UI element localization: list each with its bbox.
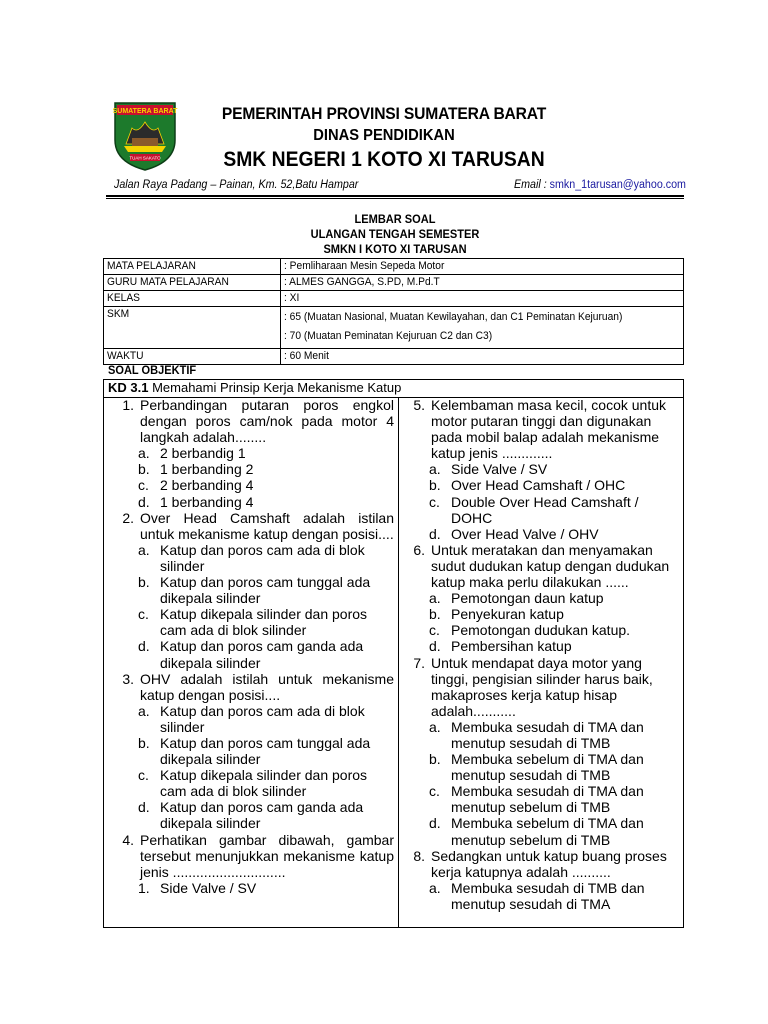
option[interactable]: a. Katup dan poros cam ada di blok silinder [138,702,365,735]
info-label: WAKTU [104,349,281,365]
header-school-name: SMK NEGERI 1 KOTO XI TARUSAN [223,148,545,171]
header-department: DINAS PENDIDIKAN [313,127,455,144]
option[interactable]: c. Double Over Head Camshaft / DOHC [429,493,639,526]
option[interactable]: d. Membuka sebelum di TMA dan menutup sebelum di TMB [429,815,644,848]
option[interactable]: 1. Side Valve / SV [138,879,257,896]
option[interactable]: a. Pemotongan daun katup [429,590,604,607]
info-value: : 65 (Muatan Nasional, Muatan Kewilayahan, dan C1 Peminatan Kejuruan) : 70 (Muatan Peminatan Kejuruan C2 dan C3) [281,307,684,349]
info-label: GURU MATA PELAJARAN [104,275,281,291]
header-divider [106,195,684,197]
questions-right-column [403,397,679,912]
question-5: 5. Kelembaman masa kecil, cocok untuk motor putaran tinggi dan digunakan pada mobil balap adalah mekanisme katup jenis ............. [413,397,666,462]
option[interactable]: d. Katup dan poros cam ganda ada dikepala silinder [138,638,364,671]
option[interactable]: c. Pemotongan dudukan katup. [429,622,631,639]
option[interactable]: b. Over Head Camshaft / OHC [429,477,626,494]
kd-code: KD 3.1 [108,380,149,395]
school-address: Jalan Raya Padang – Painan, Km. 52,Batu Hampar [114,179,359,191]
option[interactable]: b. Membuka sebelum di TMA dan menutup sesudah di TMB [429,751,644,784]
info-value: : ALMES GANGGA, S.PD, M.Pd.T [281,275,684,291]
email-link[interactable]: smkn_1tarusan@yahoo.com [549,179,686,191]
question-3: 3. OHV adalah istilah untuk mekanisme katup dengan posisi.... [122,670,394,703]
option[interactable]: c. Katup dikepala silinder dan poros cam ada di blok silinder [138,767,368,800]
info-value: : XI [281,291,684,307]
option[interactable]: c. 2 berbanding 4 [138,477,254,494]
option[interactable]: c. Membuka sesudah di TMA dan menutup sebelum di TMB [429,783,644,816]
option[interactable]: d. Pembersihan katup [429,638,572,655]
info-row-class [104,291,684,307]
school-email [514,179,686,191]
doc-school: SMKN I KOTO XI TARUSAN [323,242,467,256]
option[interactable]: a. Membuka sesudah di TMB dan menutup sesudah di TMA [429,879,645,912]
option[interactable]: b. Katup dan poros cam tunggal ada dikepala silinder [138,574,371,607]
kd-title: Memahami Prinsip Kerja Mekanisme Katup [148,380,402,395]
info-label: MATA PELAJARAN [104,259,281,275]
exam-info-table [103,258,684,365]
questions-left-column [112,397,394,896]
header-government: PEMERINTAH PROVINSI SUMATERA BARAT [221,104,547,123]
email-label: Email : [514,179,550,191]
doc-title: LEMBAR SOAL [354,212,436,226]
question-2: 2. Over Head Camshaft adalah istilan untuk mekanisme katup dengan posisi.... [122,509,394,542]
option[interactable]: a. Katup dan poros cam ada di blok silinder [138,541,365,574]
option[interactable]: a. Side Valve / SV [429,461,548,478]
option[interactable]: d. Katup dan poros cam ganda ada dikepala silinder [138,799,364,832]
info-row-subject [104,259,684,275]
question-4: 4. Perhatikan gambar dibawah, gambar tersebut menunjukkan mekanisme katup jenis ............................. [122,831,394,880]
info-label: KELAS [104,291,281,307]
option[interactable]: b. 1 berbanding 2 [138,461,254,478]
option[interactable]: a. 2 berbandig 1 [138,445,246,462]
questions-table [103,379,684,928]
info-label: SKM [104,307,281,349]
kd-header [104,380,683,398]
header-divider-thin [106,198,684,199]
column-divider [398,397,399,927]
option[interactable]: b. Penyekuran katup [429,606,564,623]
question-6: 6. Untuk meratakan dan menyamakan sudut dudukan katup dengan dudukan katup maka perlu dilakukan ...... [413,541,670,591]
doc-subtitle: ULANGAN TENGAH SEMESTER [310,227,480,241]
option[interactable]: d. Over Head Valve / OHV [429,525,599,542]
logo-motto: TUAH SAKATO [129,155,161,161]
question-7: 7. Untuk mendapat daya motor yang tinggi, pengisian silinder harus baik, makaproses kerja katup hisap adalah........... [413,654,653,719]
info-row-teacher [104,275,684,291]
question-8: 8. Sedangkan untuk katup buang proses kerja katupnya adalah .......... [413,847,667,880]
option[interactable]: c. Katup dikepala silinder dan poros cam ada di blok silinder [138,606,368,639]
info-value: : Pemliharaan Mesin Sepeda Motor [281,259,684,275]
option[interactable]: d. 1 berbanding 4 [138,493,254,510]
option[interactable]: b. Katup dan poros cam tunggal ada dikepala silinder [138,734,371,768]
section-label: SOAL OBJEKTIF [108,363,197,377]
info-row-skm [104,307,684,349]
info-value: : 60 Menit [281,349,684,365]
logo-text: SUMATERA BARAT [112,108,178,115]
option[interactable]: a. Membuka sesudah di TMA dan menutup sesudah di TMB [429,718,644,751]
question-1: 1. Perbandingan putaran poros engkol dengan poros cam/nok pada motor 4 langkah adalah........ [122,397,394,446]
